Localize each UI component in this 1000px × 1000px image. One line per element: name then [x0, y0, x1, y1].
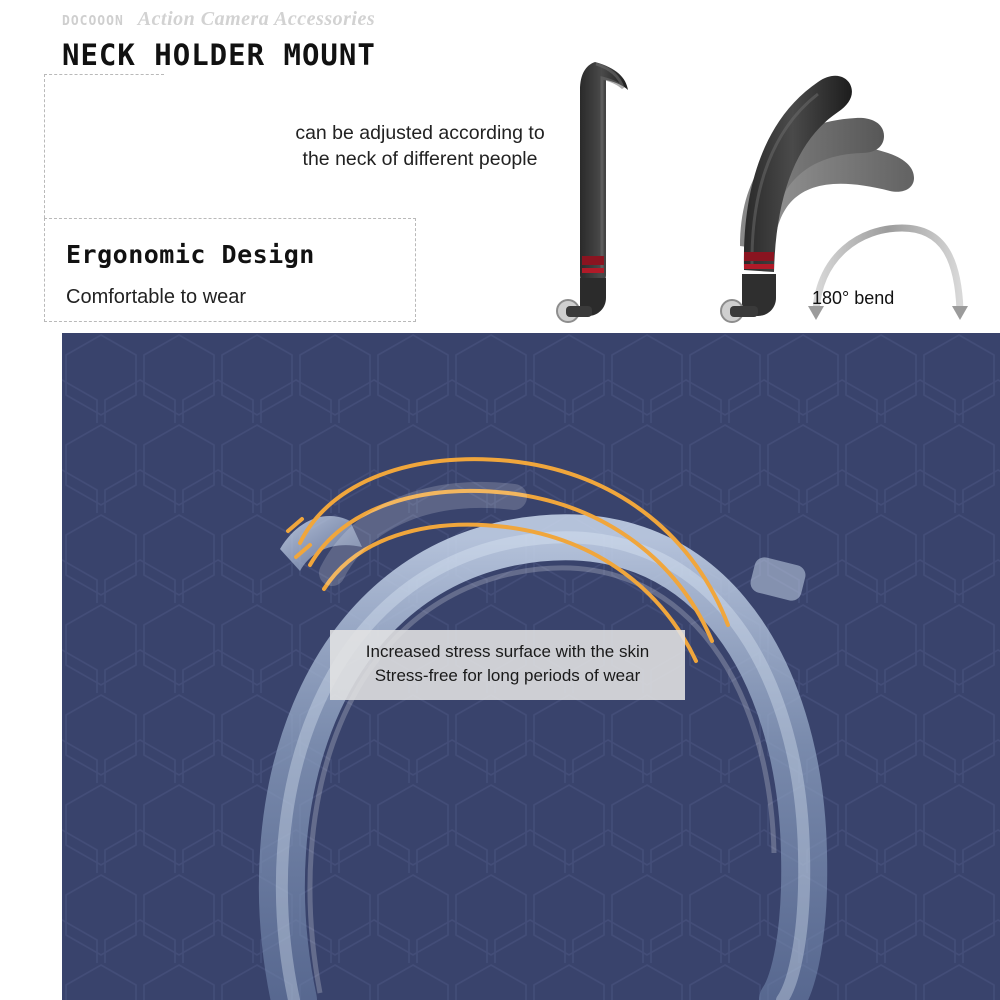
callout-line-2: Stress-free for long periods of wear [374, 666, 641, 685]
ergonomic-design-title: Ergonomic Design [66, 240, 315, 269]
brand-tagline: Action Camera Accessories [137, 8, 376, 30]
bend-angle-label: 180° bend [812, 288, 895, 308]
stress-surface-callout [330, 630, 685, 700]
callout-line-1: Increased stress surface with the skin [365, 642, 650, 661]
page-title: NECK HOLDER MOUNT [62, 38, 376, 72]
adjustable-description-line2: the neck of different people [302, 148, 538, 170]
photo-straight-arm [557, 62, 628, 322]
brand-logo: DOCOOON [62, 14, 124, 29]
product-photo-svg [520, 20, 980, 330]
adjustable-description-line1: can be adjusted according to [295, 122, 545, 144]
brand-row [62, 8, 375, 31]
arrow-right-icon [952, 306, 968, 320]
product-photo-group [520, 20, 980, 330]
ergonomic-design-subtitle: Comfortable to wear [66, 286, 247, 308]
hero-panel [62, 333, 1000, 1000]
